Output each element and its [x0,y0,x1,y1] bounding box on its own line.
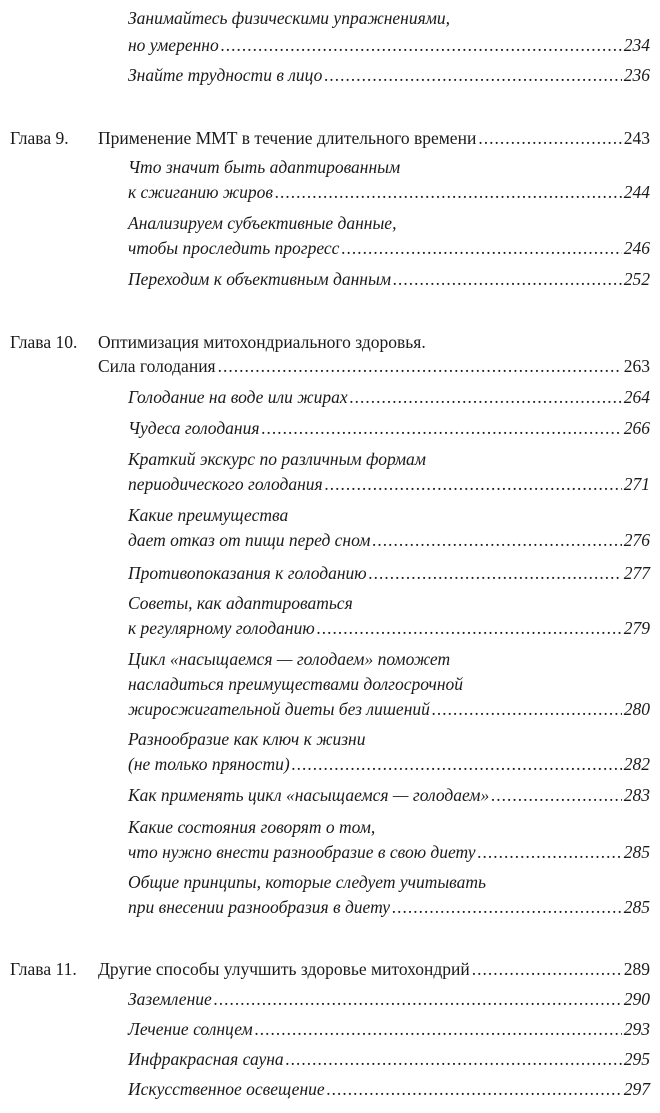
toc-section-title: Как применять цикл «насыщаемся — голодаем» [128,785,490,805]
toc-chapter [98,957,650,981]
leader-dots [324,63,621,87]
toc-section [128,503,650,527]
chapter-number: Глава 11. [10,959,77,979]
toc-section [128,591,650,615]
toc-section-title: Инфракрасная сауна [128,1049,284,1069]
toc-section-title: Анализируем субъективные данные, [128,213,397,233]
page-number: 293 [623,1019,650,1039]
toc-section-title: Краткий экскурс по различным формам [128,449,426,469]
toc-section-title: Какие преимущества [128,505,289,525]
page-number: 295 [623,1049,650,1069]
toc-section [128,155,650,179]
toc-section [128,561,650,585]
toc-section [128,987,650,1011]
toc-section-title: Разнообразие как ключ к жизни [128,729,366,749]
toc-section-title: но умеренно [128,35,219,55]
toc-section-title: Противопоказания к голоданию [128,563,367,583]
toc-section [128,895,650,919]
toc-section-title: Чудеса голодания [128,418,260,438]
leader-dots [317,616,622,640]
toc-section [128,528,650,552]
toc-section-title: Советы, как адаптироваться [128,593,353,613]
toc-section-title: насладиться преимуществами долгосрочной [128,674,464,694]
toc-section-title: Общие принципы, которые следует учитывать [128,872,487,892]
leader-dots [255,1017,622,1041]
toc-section [128,211,650,235]
toc-section [128,783,650,807]
page-number: 285 [623,897,650,917]
toc-section-title: Знайте трудности в лицо [128,65,323,85]
leader-dots [292,752,622,776]
leader-dots [350,385,622,409]
page-number: 276 [623,530,650,550]
toc-section [128,1047,650,1071]
toc-section-title: Искусственное освещение [128,1079,325,1099]
toc-section [128,63,650,87]
chapter-title: Другие способы улучшить здоровье митохондрий [98,959,470,979]
leader-dots [392,895,622,919]
toc-section [128,1017,650,1041]
chapter-number: Глава 10. [10,332,78,352]
leader-dots [341,236,621,260]
leader-dots [478,840,622,864]
leader-dots [275,180,622,204]
toc-section-title: Переходим к объективным данным [128,269,391,289]
toc-section [128,447,650,471]
page-number: 244 [623,182,650,202]
page-number: 285 [623,842,650,862]
page-number: 271 [623,474,650,494]
leader-dots [472,957,622,981]
toc-section [128,6,650,30]
page-number: 252 [623,269,650,289]
page-number: 236 [623,65,650,85]
toc-section [128,180,650,204]
leader-dots [325,472,622,496]
page-number: 277 [623,563,650,583]
toc-section-title: Занимайтесь физическими упражнениями, [128,8,451,28]
toc-section-title: Голодание на воде или жирах [128,387,348,407]
toc-section [128,236,650,260]
toc-section-title: к регулярному голоданию [128,618,315,638]
toc-section [128,416,650,440]
toc-section-title: периодического голодания [128,474,323,494]
chapter-number: Глава 9. [10,128,69,148]
toc-section [128,752,650,776]
leader-dots [369,561,622,585]
page-number: 279 [623,618,650,638]
page-number: 264 [623,387,650,407]
page-number: 263 [623,356,650,376]
leader-dots [372,528,621,552]
leader-dots [432,697,622,721]
page-number: 280 [623,699,650,719]
page-number: 283 [623,785,650,805]
toc-section [128,616,650,640]
page-number: 289 [623,959,650,979]
page-number: 246 [623,238,650,258]
toc-section-title: при внесении разнообразия в диету [128,897,391,917]
toc-section [128,727,650,751]
toc-section [128,472,650,496]
leader-dots [262,416,622,440]
leader-dots [214,987,622,1011]
toc-section [128,870,650,894]
toc-section-title: Заземление [128,989,212,1009]
page-number: 266 [623,418,650,438]
toc-chapter [98,126,650,150]
toc-chapter [98,354,650,378]
toc-section [128,1077,650,1101]
leader-dots [218,354,622,378]
toc-section [128,647,650,671]
page-number: 282 [623,754,650,774]
page-number: 234 [623,35,650,55]
toc-section-title: чтобы проследить прогресс [128,238,340,258]
leader-dots [286,1047,622,1071]
toc-section [128,672,650,696]
toc-section [128,267,650,291]
toc-section [128,33,650,57]
toc-section-title: (не только пряности) [128,754,290,774]
page-number: 297 [623,1079,650,1099]
page-number: 290 [623,989,650,1009]
toc-section-title: Лечение солнцем [128,1019,253,1039]
leader-dots [393,267,622,291]
chapter-title: Применение ММТ в течение длительного времени [98,128,477,148]
toc-section-title: Что значит быть адаптированным [128,157,401,177]
leader-dots [221,33,622,57]
leader-dots [478,126,621,150]
toc-section [128,815,650,839]
toc-section-title: жиросжигательной диеты без лишений [128,699,430,719]
toc-section-title: к сжиганию жиров [128,182,273,202]
chapter-title: Сила голодания [98,356,216,376]
toc-section [128,697,650,721]
toc-section-title: Какие состояния говорят о том, [128,817,376,837]
leader-dots [491,783,622,807]
toc-section-title: дает отказ от пищи перед сном [128,530,371,550]
leader-dots [327,1077,622,1101]
toc-section-title: что нужно внести разнообразие в свою диету [128,842,476,862]
chapter-title: Оптимизация митохондриального здоровья. [98,332,426,352]
page-number: 243 [623,128,650,148]
toc-section [128,385,650,409]
toc-section-title: Цикл «насыщаемся — голодаем» поможет [128,649,451,669]
toc-section [128,840,650,864]
toc-chapter [98,330,650,354]
